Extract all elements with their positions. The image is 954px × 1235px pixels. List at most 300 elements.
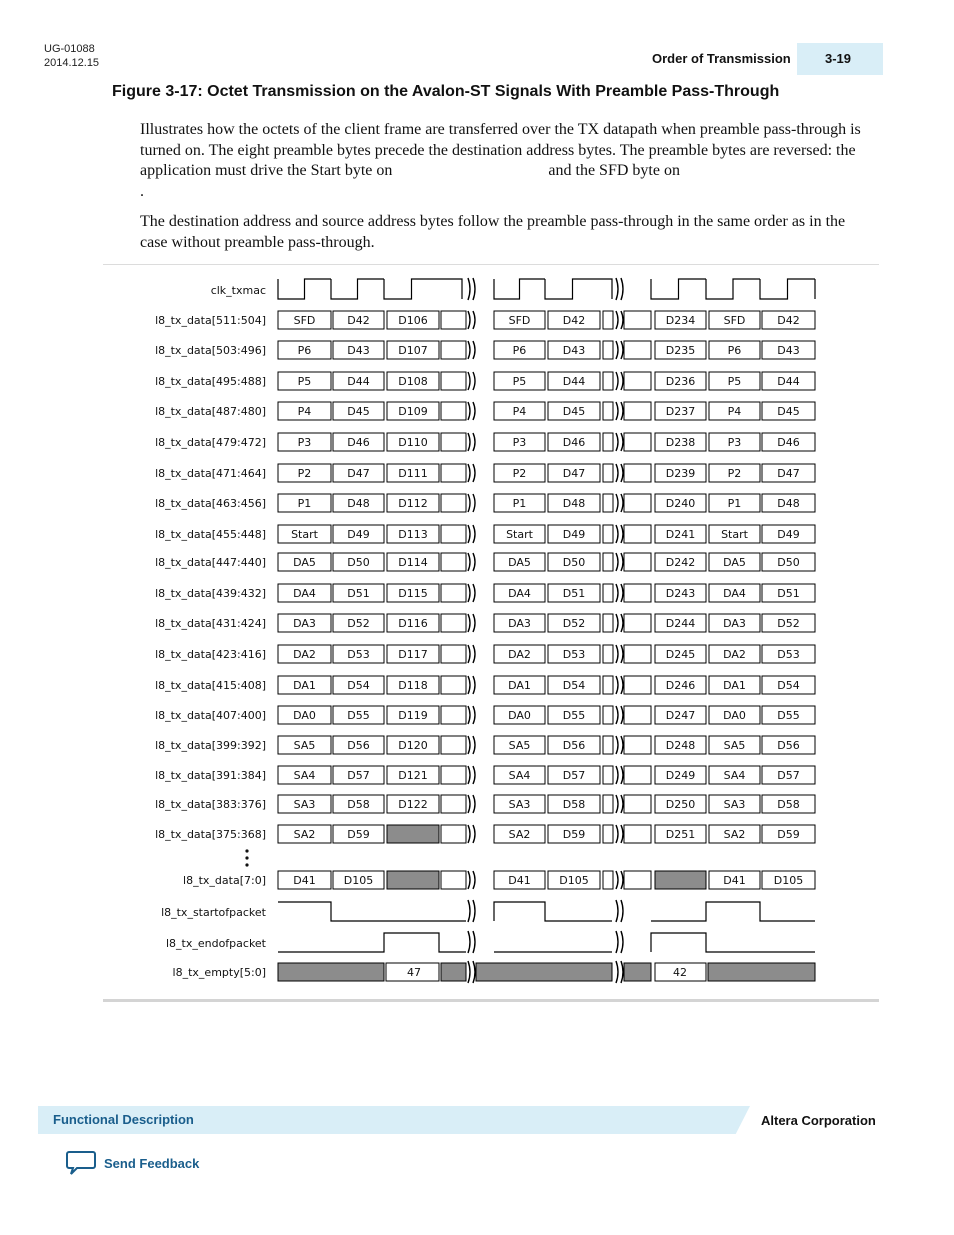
- break-mark: [473, 372, 475, 390]
- data-row-label: l8_tx_data[495:488]: [155, 375, 266, 388]
- data-row-cell-value: DA3: [508, 617, 531, 630]
- data-row-cell: [441, 341, 466, 359]
- data-row-gray-cell: [387, 825, 439, 843]
- break-mark: [468, 433, 470, 451]
- break-mark: [616, 584, 618, 602]
- data-row-cell-value: DA0: [723, 709, 746, 722]
- endofpacket-waveform: [278, 933, 815, 952]
- data-row-cell-value: D55: [777, 709, 800, 722]
- break-mark: [473, 433, 475, 451]
- data-row-cell-value: DA1: [723, 679, 746, 692]
- footer-section-link[interactable]: Functional Description: [53, 1112, 194, 1127]
- break-mark: [473, 341, 475, 359]
- data-row-cell-value: D47: [347, 467, 370, 480]
- break-mark: [616, 825, 618, 843]
- break-mark: [621, 825, 623, 843]
- break-mark: [621, 736, 623, 754]
- break-mark: [468, 961, 470, 983]
- data-row-cell-value: D56: [562, 739, 586, 752]
- data-row-cell: [603, 311, 613, 329]
- data-row-cell-value: D115: [398, 587, 428, 600]
- data-row-cell-value: D116: [398, 617, 428, 630]
- data-row-cell: [624, 311, 651, 329]
- data-row-cell: [603, 402, 613, 420]
- break-mark: [621, 931, 623, 953]
- data-row-cell-value: D44: [562, 375, 586, 388]
- data-row-cell: [624, 464, 651, 482]
- break-mark: [616, 871, 618, 889]
- break-mark: [468, 584, 470, 602]
- data-row-label: l8_tx_data[447:440]: [155, 556, 266, 569]
- data-row-label: l8_tx_data[7:0]: [183, 874, 266, 887]
- data-row-cell: [624, 372, 651, 390]
- data-row-cell: [603, 584, 613, 602]
- break-mark: [621, 706, 623, 724]
- data-row-cell-value: DA2: [293, 648, 316, 661]
- break-mark: [468, 706, 470, 724]
- page-number: 3-19: [825, 51, 852, 66]
- data-row-label: l8_tx_data[431:424]: [155, 617, 266, 630]
- data-row-cell-value: D48: [777, 497, 800, 510]
- data-row-cell: [624, 584, 651, 602]
- data-row-cell-value: P2: [512, 467, 527, 480]
- data-row-cell-value: D54: [347, 679, 370, 692]
- break-mark: [468, 931, 470, 953]
- empty-gray-cell: [708, 963, 815, 981]
- data-row-cell-value: Start: [291, 528, 318, 541]
- break-mark: [621, 645, 623, 663]
- empty-value: 42: [673, 966, 687, 979]
- data-row-cell-value: SFD: [723, 314, 746, 327]
- data-row-cell: [441, 736, 466, 754]
- break-mark: [468, 341, 470, 359]
- ellipsis-dot: [245, 856, 248, 859]
- data-row-cell-value: DA0: [293, 709, 316, 722]
- data-row-cell-value: DA4: [508, 587, 531, 600]
- data-row-label: l8_tx_data[383:376]: [155, 798, 266, 811]
- data-row-cell-value: D59: [347, 828, 370, 841]
- data-row-label: l8_tx_data[415:408]: [155, 679, 266, 692]
- data-row-cell: [441, 433, 466, 451]
- data-row-cell: [441, 614, 466, 632]
- data-row-cell-value: D242: [665, 556, 696, 569]
- data-row-cell-value: D42: [562, 314, 586, 327]
- data-row-cell: [603, 676, 613, 694]
- data-row-cell-value: D113: [398, 528, 428, 541]
- break-mark: [468, 795, 470, 813]
- data-row-cell-value: D49: [347, 528, 370, 541]
- data-row-cell-value: D53: [347, 648, 370, 661]
- break-mark: [621, 525, 623, 543]
- data-row-cell-value: P1: [297, 497, 312, 510]
- data-row-cell-value: DA3: [723, 617, 746, 630]
- data-row-cell-value: D50: [777, 556, 800, 569]
- data-row-cell: [624, 871, 651, 889]
- break-mark: [621, 494, 623, 512]
- data-row-cell-value: SA3: [508, 798, 531, 811]
- break-mark: [621, 278, 623, 300]
- data-row-cell-value: P5: [512, 375, 527, 388]
- break-mark: [621, 961, 623, 983]
- data-row-cell-value: P2: [297, 467, 312, 480]
- data-row-cell-value: D51: [347, 587, 370, 600]
- break-mark: [616, 433, 618, 451]
- data-row-cell-value: P3: [727, 436, 742, 449]
- break-mark: [473, 766, 475, 784]
- doc-number: UG-01088: [44, 43, 95, 55]
- data-row-cell: [624, 736, 651, 754]
- data-row-cell-value: D46: [777, 436, 800, 449]
- break-mark: [473, 645, 475, 663]
- break-mark: [468, 464, 470, 482]
- data-row-cell: [624, 553, 651, 571]
- data-row-cell-value: P1: [727, 497, 742, 510]
- data-row-cell-value: DA1: [508, 679, 531, 692]
- break-mark: [468, 871, 470, 889]
- data-row-cell-value: D57: [777, 769, 800, 782]
- break-mark: [468, 525, 470, 543]
- data-row-cell-value: DA4: [723, 587, 746, 600]
- clock-label: clk_txmac: [210, 284, 266, 297]
- description-text: Illustrates how the octets of the client frame are transferred over the TX datapath when preamble pass-through is turned on. The eight preamble bytes precede the destination address bytes. The preamble bytes are reversed: the application must drive the Start byte on and the SFD byte on: [140, 121, 865, 179]
- data-row-cell-value: D110: [398, 436, 428, 449]
- data-row-cell-value: DA1: [293, 679, 316, 692]
- break-mark: [616, 900, 618, 922]
- break-mark: [616, 706, 618, 724]
- break-mark: [616, 614, 618, 632]
- break-mark: [616, 464, 618, 482]
- data-row-cell: [603, 464, 613, 482]
- data-row-cell: [624, 614, 651, 632]
- send-feedback-link[interactable]: [66, 1150, 199, 1176]
- data-row-cell: [603, 825, 613, 843]
- break-mark: [616, 766, 618, 784]
- data-row-cell: [441, 525, 466, 543]
- data-row-cell-value: D47: [777, 467, 800, 480]
- empty-gray-cell: [476, 963, 612, 981]
- empty-label: l8_tx_empty[5:0]: [172, 966, 266, 979]
- data-row-cell-value: D49: [777, 528, 800, 541]
- data-row-label: l8_tx_data[439:432]: [155, 587, 266, 600]
- break-mark: [468, 676, 470, 694]
- data-row-cell-value: DA4: [293, 587, 316, 600]
- data-row-cell-value: D59: [562, 828, 586, 841]
- break-mark: [468, 494, 470, 512]
- data-row-cell-value: D58: [347, 798, 370, 811]
- data-row-cell-value: SA2: [293, 828, 316, 841]
- break-mark: [621, 433, 623, 451]
- data-row-cell-value: D48: [347, 497, 370, 510]
- data-row-cell-value: D119: [398, 709, 428, 722]
- data-row-cell-value: P5: [297, 375, 312, 388]
- data-row-label: l8_tx_data[487:480]: [155, 405, 266, 418]
- data-row-cell-value: DA5: [293, 556, 316, 569]
- break-mark: [621, 402, 623, 420]
- doc-date: 2014.12.15: [44, 57, 100, 69]
- break-mark: [616, 553, 618, 571]
- data-row-cell: [441, 795, 466, 813]
- break-mark: [468, 372, 470, 390]
- data-row-cell-value: D43: [562, 344, 586, 357]
- break-mark: [468, 402, 470, 420]
- data-row-cell-value: P6: [297, 344, 312, 357]
- ellipsis-dot: [245, 863, 248, 866]
- data-row-cell: [441, 706, 466, 724]
- data-row-label: l8_tx_data[511:504]: [155, 314, 266, 327]
- data-row-cell: [441, 766, 466, 784]
- data-row-gray-cell: [655, 871, 706, 889]
- startofpacket-label: l8_tx_startofpacket: [161, 906, 266, 919]
- data-row-cell-value: SA5: [293, 739, 316, 752]
- data-row-label: l8_tx_data[407:400]: [155, 709, 266, 722]
- data-row-cell-value: D237: [665, 405, 696, 418]
- break-mark: [621, 584, 623, 602]
- data-row-cell-value: D41: [508, 874, 531, 887]
- data-row-cell-value: D54: [562, 679, 586, 692]
- empty-value: 47: [407, 966, 421, 979]
- data-row-cell-value: D247: [665, 709, 696, 722]
- data-row-cell: [603, 372, 613, 390]
- data-row-cell: [603, 553, 613, 571]
- break-mark: [468, 645, 470, 663]
- break-mark: [473, 871, 475, 889]
- data-row-cell: [603, 341, 613, 359]
- data-row-cell-value: D58: [777, 798, 800, 811]
- break-mark: [616, 278, 618, 300]
- data-row-label: l8_tx_data[471:464]: [155, 467, 266, 480]
- data-row-cell-value: D107: [398, 344, 428, 357]
- data-row-cell-value: D52: [562, 617, 586, 630]
- data-row-cell-value: D109: [398, 405, 428, 418]
- empty-gray-cell: [441, 963, 466, 981]
- speech-bubble-icon: [66, 1150, 96, 1176]
- data-row-cell-value: D117: [398, 648, 428, 661]
- figure-description-2: The destination address and source address bytes follow the preamble pass-through in the same order as in the case without preamble pass-through.: [140, 213, 846, 251]
- data-row-cell-value: SA4: [508, 769, 531, 782]
- break-mark: [473, 795, 475, 813]
- break-mark: [473, 402, 475, 420]
- data-row-cell-value: D58: [562, 798, 586, 811]
- break-mark: [473, 553, 475, 571]
- break-mark: [468, 614, 470, 632]
- data-row-cell-value: Start: [506, 528, 533, 541]
- data-row-cell-value: P3: [297, 436, 312, 449]
- data-row-cell-value: D42: [347, 314, 370, 327]
- break-mark: [468, 766, 470, 784]
- data-row-cell-value: D57: [347, 769, 370, 782]
- break-mark: [621, 341, 623, 359]
- break-mark: [616, 372, 618, 390]
- send-feedback-label: Send Feedback: [104, 1155, 200, 1171]
- data-row-cell-value: DA0: [508, 709, 531, 722]
- data-row-label: l8_tx_data[423:416]: [155, 648, 266, 661]
- break-mark: [616, 402, 618, 420]
- data-row-cell-value: D105: [773, 874, 804, 887]
- data-row-cell-value: D239: [665, 467, 696, 480]
- data-row-cell-value: D45: [562, 405, 586, 418]
- figure-title: Figure 3-17: Octet Transmission on the Avalon-ST Signals With Preamble Pass-Through: [112, 83, 780, 100]
- data-row-cell: [603, 795, 613, 813]
- data-row-cell-value: P4: [727, 405, 742, 418]
- data-row-cell-value: D248: [665, 739, 696, 752]
- data-row-cell-value: P4: [297, 405, 312, 418]
- data-row-cell: [624, 676, 651, 694]
- data-row-cell-value: DA3: [293, 617, 316, 630]
- data-row-cell: [441, 464, 466, 482]
- break-mark: [473, 278, 475, 300]
- data-row-cell: [603, 525, 613, 543]
- data-row-cell-value: P3: [512, 436, 527, 449]
- data-row-cell: [441, 311, 466, 329]
- data-row-cell: [624, 706, 651, 724]
- data-row-cell: [603, 871, 613, 889]
- data-row-cell: [441, 645, 466, 663]
- break-mark: [621, 464, 623, 482]
- data-row-cell-value: D46: [562, 436, 586, 449]
- data-row-cell-value: D41: [723, 874, 746, 887]
- break-mark: [616, 795, 618, 813]
- description-end: .: [140, 182, 144, 200]
- data-row-cell-value: D122: [398, 798, 428, 811]
- data-row-cell: [441, 871, 466, 889]
- figure-bottom-rule: [103, 999, 879, 1002]
- data-row-cell-value: DA5: [723, 556, 746, 569]
- data-row-cell-value: D53: [562, 648, 586, 661]
- data-row-cell-value: D43: [347, 344, 370, 357]
- data-row-label: l8_tx_data[479:472]: [155, 436, 266, 449]
- break-mark: [616, 645, 618, 663]
- data-row-cell: [624, 645, 651, 663]
- data-row-cell-value: D46: [347, 436, 370, 449]
- data-row-cell: [624, 525, 651, 543]
- footer-company: Altera Corporation: [761, 1113, 876, 1128]
- data-row-cell: [603, 766, 613, 784]
- data-row-cell-value: D105: [559, 874, 589, 887]
- break-mark: [621, 614, 623, 632]
- data-row-cell: [624, 795, 651, 813]
- data-row-label: l8_tx_data[375:368]: [155, 828, 266, 841]
- break-mark: [616, 311, 618, 329]
- data-row-cell-value: D112: [398, 497, 428, 510]
- break-mark: [473, 900, 475, 922]
- data-row-cell-value: D114: [398, 556, 428, 569]
- data-row-cell-value: P6: [727, 344, 742, 357]
- break-mark: [473, 584, 475, 602]
- break-mark: [468, 825, 470, 843]
- data-row-cell-value: D245: [665, 648, 696, 661]
- data-row-label: l8_tx_data[463:456]: [155, 497, 266, 510]
- data-row-cell: [603, 433, 613, 451]
- data-row-cell: [441, 494, 466, 512]
- data-row-cell: [624, 341, 651, 359]
- break-mark: [616, 494, 618, 512]
- data-row-cell-value: D45: [347, 405, 370, 418]
- data-row-cell: [441, 825, 466, 843]
- break-mark: [621, 311, 623, 329]
- data-row-cell-value: D241: [665, 528, 696, 541]
- data-row-gray-cell: [387, 871, 439, 889]
- data-row-cell-value: D52: [777, 617, 800, 630]
- break-mark: [473, 311, 475, 329]
- break-mark: [468, 736, 470, 754]
- data-row-cell-value: D59: [777, 828, 800, 841]
- data-row-cell-value: SA5: [508, 739, 531, 752]
- data-row-cell-value: D108: [398, 375, 428, 388]
- data-row-cell-value: D50: [562, 556, 586, 569]
- break-mark: [473, 736, 475, 754]
- data-row-cell-value: D54: [777, 679, 800, 692]
- break-mark: [621, 766, 623, 784]
- data-row-cell-value: D55: [347, 709, 370, 722]
- data-row-cell: [624, 494, 651, 512]
- endofpacket-label: l8_tx_endofpacket: [165, 937, 266, 950]
- data-row-cell-value: P5: [727, 375, 742, 388]
- break-mark: [621, 900, 623, 922]
- break-mark: [473, 706, 475, 724]
- data-row-cell-value: D49: [562, 528, 586, 541]
- data-row-cell-value: D243: [665, 587, 696, 600]
- data-row-cell-value: SA5: [723, 739, 746, 752]
- data-row-cell-value: SA2: [508, 828, 531, 841]
- break-mark: [473, 494, 475, 512]
- break-mark: [468, 278, 470, 300]
- break-mark: [621, 795, 623, 813]
- data-row-cell-value: D249: [665, 769, 696, 782]
- break-mark: [616, 961, 618, 983]
- data-row-cell-value: SFD: [508, 314, 531, 327]
- data-row-cell-value: P6: [512, 344, 527, 357]
- data-row-cell-value: D41: [293, 874, 316, 887]
- break-mark: [468, 553, 470, 571]
- data-row-cell-value: P2: [727, 467, 742, 480]
- break-mark: [621, 553, 623, 571]
- data-row-cell-value: SA4: [723, 769, 746, 782]
- data-row-cell-value: D50: [347, 556, 370, 569]
- empty-gray-cell: [278, 963, 384, 981]
- data-row-cell-value: D55: [562, 709, 586, 722]
- data-row-cell-value: Start: [721, 528, 748, 541]
- data-row-cell-value: SA3: [293, 798, 316, 811]
- data-row-cell-value: D52: [347, 617, 370, 630]
- data-row-cell-value: D118: [398, 679, 428, 692]
- data-row-cell-value: D120: [398, 739, 428, 752]
- data-row-label: l8_tx_data[455:448]: [155, 528, 266, 541]
- data-row-cell-value: D43: [777, 344, 800, 357]
- break-mark: [468, 900, 470, 922]
- break-mark: [473, 825, 475, 843]
- data-row-cell-value: D48: [562, 497, 586, 510]
- break-mark: [616, 676, 618, 694]
- data-row-cell: [441, 584, 466, 602]
- data-row-cell-value: D111: [398, 467, 428, 480]
- break-mark: [621, 871, 623, 889]
- data-row-cell-value: D44: [777, 375, 800, 388]
- startofpacket-waveform: [278, 902, 815, 921]
- break-mark: [616, 525, 618, 543]
- ellipsis-dot: [245, 849, 248, 852]
- data-row-cell-value: SA3: [723, 798, 746, 811]
- data-row-cell-value: SA2: [723, 828, 746, 841]
- data-row-cell-value: D57: [562, 769, 586, 782]
- data-row-cell-value: D235: [665, 344, 696, 357]
- empty-gray-cell: [624, 963, 651, 981]
- data-row-cell: [441, 676, 466, 694]
- data-row-cell: [603, 706, 613, 724]
- data-row-cell-value: D42: [777, 314, 800, 327]
- data-row-cell: [603, 736, 613, 754]
- data-row-cell: [603, 645, 613, 663]
- data-row-cell-value: D238: [665, 436, 696, 449]
